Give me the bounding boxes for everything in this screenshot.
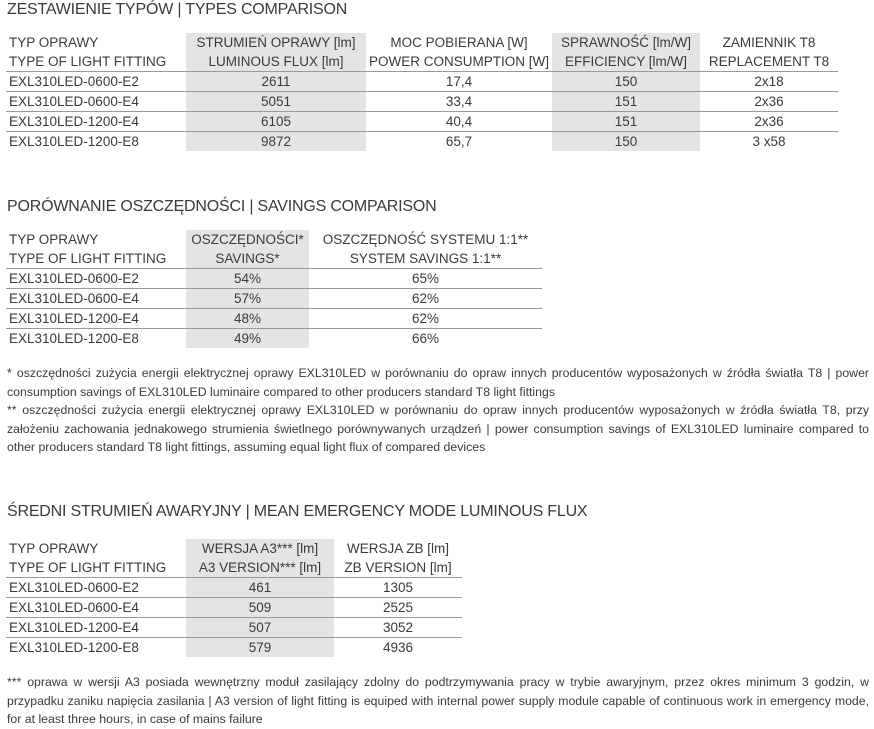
cell-power: 17,4 [366,72,552,92]
cell-type: EXL310LED-1200-E8 [6,329,186,349]
cell-type: EXL310LED-0600-E4 [6,289,186,309]
header-savings: OSZCZĘDNOŚCI* [186,230,309,249]
cell-flux: 6105 [186,112,366,132]
cell-savings: 49% [186,329,309,349]
cell-flux: 2611 [186,72,366,92]
header-type: TYP OPRAWY [9,541,99,556]
emergency-section-title: ŚREDNI STRUMIEŃ AWARYJNY | MEAN EMERGENCY MODE LUMINOUS FLUX [7,503,588,520]
cell-replacement: 2x36 [700,112,838,132]
emergency-footnotes [7,673,869,729]
table-row [6,72,838,92]
cell-a3: 461 [186,578,334,598]
cell-system-savings: 65% [309,269,542,289]
header-type-en: TYPE OF LIGHT FITTING [9,560,167,575]
cell-power: 33,4 [366,92,552,112]
cell-type: EXL310LED-1200-E4 [6,309,186,329]
header-type-en: TYPE OF LIGHT FITTING [9,251,167,266]
cell-efficiency: 150 [552,72,700,92]
header-power-en: POWER CONSUMPTION [W] [369,54,549,69]
cell-replacement: 2x18 [700,72,838,92]
header-savings-en: SAVINGS* [186,249,309,269]
header-zb-version: WERSJA ZB [lm] [346,541,449,556]
table-row [6,92,838,112]
table-row [6,309,542,329]
table-row [6,598,462,618]
cell-zb: 4936 [334,638,462,658]
header-luminous-flux-en: LUMINOUS FLUX [lm] [186,52,366,72]
cell-a3: 579 [186,638,334,658]
emergency-table [6,539,462,657]
cell-savings: 57% [186,289,309,309]
table-row [6,329,542,349]
savings-table [6,230,542,348]
cell-type: EXL310LED-1200-E4 [6,112,186,132]
cell-savings: 54% [186,269,309,289]
cell-type: EXL310LED-0600-E2 [6,72,186,92]
header-type-en: TYPE OF LIGHT FITTING [9,54,167,69]
cell-power: 40,4 [366,112,552,132]
footnote-triple-star: *** oprawa w wersji A3 posiada wewnętrzny moduł zasilający zdolny do podtrzymywania pracy w trybie awaryjnym, przez okres minimum 3 godzin, w przypadku zaniku napięcia zasilania | A3 version of light fitting is equiped with internal power supply module capable of continuous work in emergency mode, for at least three hours, in case of mains failure [7,675,869,726]
table-row [6,618,462,638]
savings-section-title: PORÓWNANIE OSZCZĘDNOŚCI | SAVINGS COMPARISON [7,198,437,215]
cell-system-savings: 66% [309,329,542,349]
cell-efficiency: 151 [552,92,700,112]
footnote-single-star: * oszczędności zużycia energii elektrycznej oprawy EXL310LED w porównaniu do opraw innych producentów wyposażonych w źródła światła T8 | power consumption savings of EXL310LED luminaire compared to other producers standard T8 light fittings [7,366,869,399]
header-efficiency-en: EFFICIENCY [lm/W] [552,52,700,72]
header-system-savings: OSZCZĘDNOŚĆ SYSTEMU 1:1** [322,232,529,247]
table-row [6,578,462,598]
cell-flux: 5051 [186,92,366,112]
table-row [6,112,838,132]
cell-type: EXL310LED-1200-E8 [6,132,186,152]
table-row [6,132,838,152]
header-luminous-flux: STRUMIEŃ OPRAWY [lm] [186,33,366,52]
table-row [6,289,542,309]
cell-type: EXL310LED-0600-E2 [6,269,186,289]
cell-a3: 509 [186,598,334,618]
table-row [6,269,542,289]
cell-zb: 3052 [334,618,462,638]
table-row [6,638,462,658]
cell-zb: 2525 [334,598,462,618]
types-section-title: ZESTAWIENIE TYPÓW | TYPES COMPARISON [7,1,348,18]
cell-power: 65,7 [366,132,552,152]
cell-type: EXL310LED-0600-E4 [6,598,186,618]
cell-zb: 1305 [334,578,462,598]
header-a3-version-en: A3 VERSION*** [lm] [186,558,334,578]
header-a3-version: WERSJA A3*** [lm] [186,539,334,558]
cell-efficiency: 151 [552,112,700,132]
header-power: MOC POBIERANA [W] [390,35,528,50]
header-system-savings-en: SYSTEM SAVINGS 1:1** [349,251,502,266]
cell-replacement: 2x36 [700,92,838,112]
cell-a3: 507 [186,618,334,638]
cell-flux: 9872 [186,132,366,152]
header-zb-version-en: ZB VERSION [lm] [344,560,452,575]
cell-replacement: 3 x58 [700,132,838,152]
cell-system-savings: 62% [309,309,542,329]
cell-type: EXL310LED-0600-E4 [6,92,186,112]
savings-footnotes [7,364,869,457]
header-replacement: ZAMIENNIK T8 [722,35,816,50]
cell-savings: 48% [186,309,309,329]
header-efficiency: SPRAWNOŚĆ [lm/W] [552,33,700,52]
cell-system-savings: 62% [309,289,542,309]
header-type: TYP OPRAWY [9,35,99,50]
types-table [6,33,838,151]
header-type: TYP OPRAWY [9,232,99,247]
cell-type: EXL310LED-1200-E8 [6,638,186,658]
cell-type: EXL310LED-1200-E4 [6,618,186,638]
cell-efficiency: 150 [552,132,700,152]
cell-type: EXL310LED-0600-E2 [6,578,186,598]
footnote-double-star: ** oszczędności zużycia energii elektrycznej oprawy EXL310LED w porównaniu do opraw innych producentów wyposażonych w źródła światła T8, przy założeniu zachowania jednakowego strumienia świetlnego porównywanych urządzeń | power consumption savings of EXL310LED luminaire compared to other producers standard T8 light fittings, assuming equal light flux of compared devices [7,403,869,454]
header-replacement-en: REPLACEMENT T8 [708,54,830,69]
